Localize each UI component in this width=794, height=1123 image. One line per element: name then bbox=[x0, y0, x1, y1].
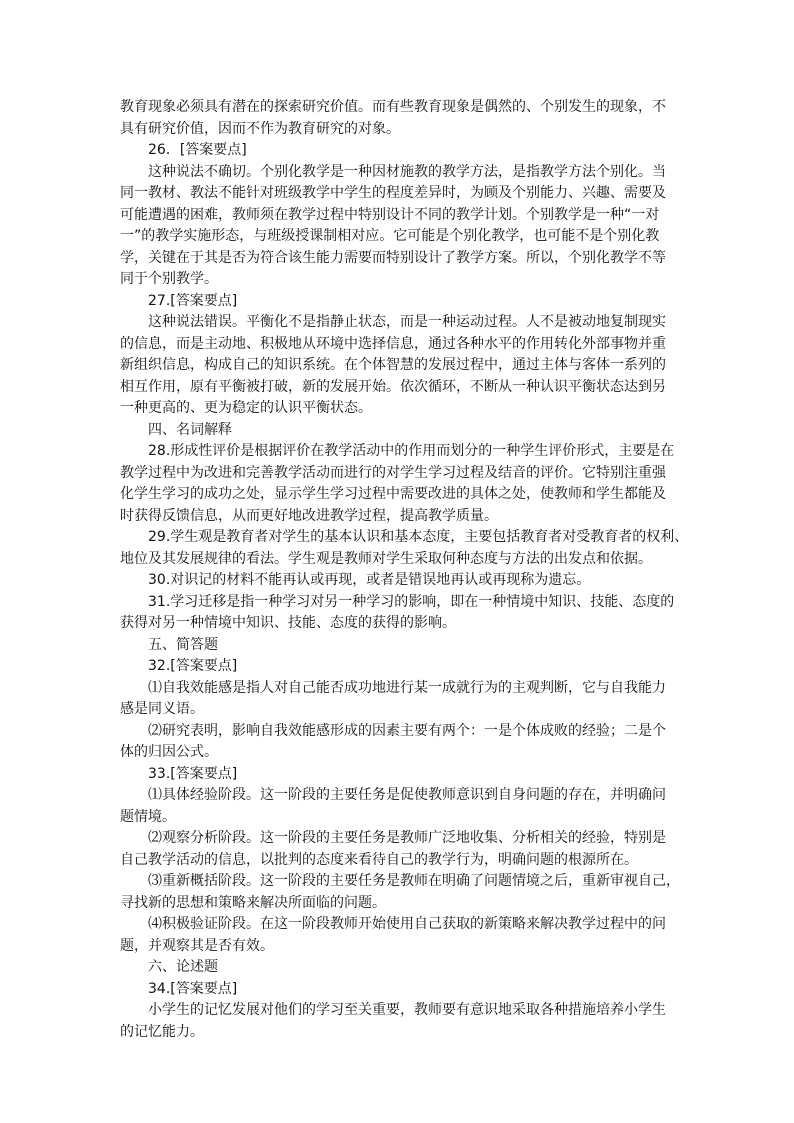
paragraph bbox=[120, 312, 680, 420]
text-line: ⑴自我效能感是指人对自己能否成功地进行某一成就行为的主观判断，它与自我能力 bbox=[148, 679, 666, 696]
text-line: ⑶重新概括阶段。这一阶段的主要任务是教师在明确了问题情境之后，重新审视自己， bbox=[148, 873, 680, 889]
text-line: 教学过程中为改进和完善教学活动而进行的对学生学习过程及结音的评价。它特别注重强 bbox=[120, 464, 666, 481]
text-line: 31.学习迁移是指一种学习对另一种学习的影响，即在一种情境中知识、技能、态度的 bbox=[148, 593, 675, 610]
text-line: 27.[答案要点] bbox=[148, 292, 238, 309]
text-line: 相互作用，原有平衡被打破，新的发展开始。依次循环，不断从一种认识平衡状态达到另 bbox=[120, 378, 666, 395]
text-line: 30.对识记的材料不能再认或再现，或者是错误地再认或再现称为遗忘。 bbox=[148, 572, 591, 588]
text-line: 一”的教学实施形态，与班级授课制相对应。它可能是个别化教学，也可能不是个别化教 bbox=[120, 228, 660, 244]
text-line: 题情境。 bbox=[120, 808, 176, 825]
text-line: 时获得反馈信息，从而更好地改进教学过程，提高教学质量。 bbox=[120, 507, 498, 524]
paragraph bbox=[120, 1000, 680, 1043]
paragraph bbox=[120, 592, 680, 635]
text-line: ⑴具体经验阶段。这一阶段的主要任务是促使教师意识到自身问题的存在，并明确问 bbox=[148, 787, 666, 803]
text-line: 学，关键在于其是否为符合该生能力需要而特别设计了教学方案。所以，个别化教学不等 bbox=[120, 249, 666, 266]
paragraph bbox=[120, 656, 680, 678]
text-line: 33.[答案要点] bbox=[148, 765, 238, 782]
text-line: 34.[答案要点] bbox=[148, 980, 238, 997]
paragraph bbox=[120, 570, 680, 592]
paragraph bbox=[120, 527, 689, 570]
paragraph bbox=[120, 914, 680, 957]
paragraph bbox=[120, 97, 680, 140]
text-line: 自己教学活动的信息，以批判的态度来看待自己的教学行为，明确问题的根源所在。 bbox=[120, 851, 638, 868]
text-line: ⑵观察分析阶段。这一阶段的主要任务是教师广泛地收集、分析相关的经验，特别是 bbox=[148, 830, 666, 846]
text-line: 小学生的记忆发展对他们的学习至关重要，教师要有意识地采取各种措施培养小学生 bbox=[148, 1002, 666, 1018]
text-line: 这种说法不确切。个别化教学是一种因材施教的教学方法，是指教学方法个别化。当 bbox=[148, 163, 666, 180]
paragraph bbox=[120, 979, 680, 1001]
text-line: 具有研究价值，因而不作为教育研究的对象。 bbox=[120, 120, 400, 137]
text-line: 的信息，而是主动地、积极地从环境中选择信息，通过各种水平的作用转化外部事物并重 bbox=[120, 335, 666, 352]
text-line: ⑷积极验证阶段。在这一阶段教师开始使用自己获取的新策略来解决教学过程中的问 bbox=[148, 916, 666, 932]
paragraph bbox=[120, 785, 680, 828]
text-line: 同一教材、教法不能针对班级教学中学生的程度差异时，为顾及个别能力、兴趣、需要及 bbox=[120, 185, 666, 201]
text-line: 六、论述题 bbox=[148, 959, 218, 975]
paragraph bbox=[120, 828, 680, 871]
text-line: 新组织信息，构成自己的知识系统。在个体智慧的发展过程中，通过主体与客体一系列的 bbox=[120, 357, 666, 373]
text-line: 五、简答题 bbox=[148, 636, 218, 653]
text-line: 获得对另一种情境中知识、技能、态度的获得的影响。 bbox=[120, 615, 456, 631]
text-line: 教育现象必须具有潜在的探索研究价值。而有些教育现象是偶然的、个别发生的现象，不 bbox=[120, 99, 666, 115]
paragraph bbox=[120, 871, 680, 914]
paragraph bbox=[120, 420, 680, 442]
paragraph bbox=[120, 678, 680, 721]
text-line: ⑵研究表明，影响自我效能感形成的因素主要有两个：一是个体成败的经验；二是个 bbox=[148, 722, 666, 739]
text-line: 32.[答案要点] bbox=[148, 658, 238, 674]
text-line: 一种更高的、更为稳定的认识平衡状态。 bbox=[120, 400, 372, 416]
text-line: 这种说法错误。平衡化不是指静止状态，而是一种运动过程。人不是被动地复制现实 bbox=[148, 314, 666, 330]
paragraph bbox=[120, 721, 680, 764]
text-line: 的记忆能力。 bbox=[120, 1023, 204, 1040]
document-page bbox=[120, 97, 689, 1043]
text-line: 26．[答案要点] bbox=[148, 142, 247, 158]
paragraph bbox=[120, 291, 680, 313]
text-line: 可能遭遇的困难，教师须在教学过程中特别设计不同的教学计划。个别教学是一种“一对 bbox=[120, 206, 660, 223]
text-line: 化学生学习的成功之处，显示学生学习过程中需要改进的具体之处，使教师和学生都能及 bbox=[120, 486, 666, 502]
text-line: 感是同义语。 bbox=[120, 701, 204, 717]
paragraph bbox=[120, 635, 680, 657]
paragraph bbox=[120, 162, 680, 291]
text-line: 28.形成性评价是根据评价在教学活动中的作用而划分的一种学生评价形式，主要是在 bbox=[148, 443, 675, 459]
text-line: 地位及其发展规律的看法。学生观是教师对学生采取何种态度与方法的出发点和依据。 bbox=[120, 550, 652, 567]
text-line: 题，并观察其是否有效。 bbox=[120, 937, 274, 954]
text-line: 29.学生观是教育者对学生的基本认识和基本态度，主要包括教育者对受教育者的权利、 bbox=[148, 529, 689, 545]
paragraph bbox=[120, 140, 680, 162]
text-line: 寻找新的思想和策略来解决所面临的问题。 bbox=[120, 894, 386, 911]
text-line: 同于个别教学。 bbox=[120, 271, 218, 287]
paragraph bbox=[120, 957, 680, 979]
paragraph bbox=[120, 441, 680, 527]
text-line: 体的归因公式。 bbox=[120, 744, 218, 760]
paragraph bbox=[120, 764, 680, 786]
text-line: 四、名词解释 bbox=[148, 421, 232, 438]
